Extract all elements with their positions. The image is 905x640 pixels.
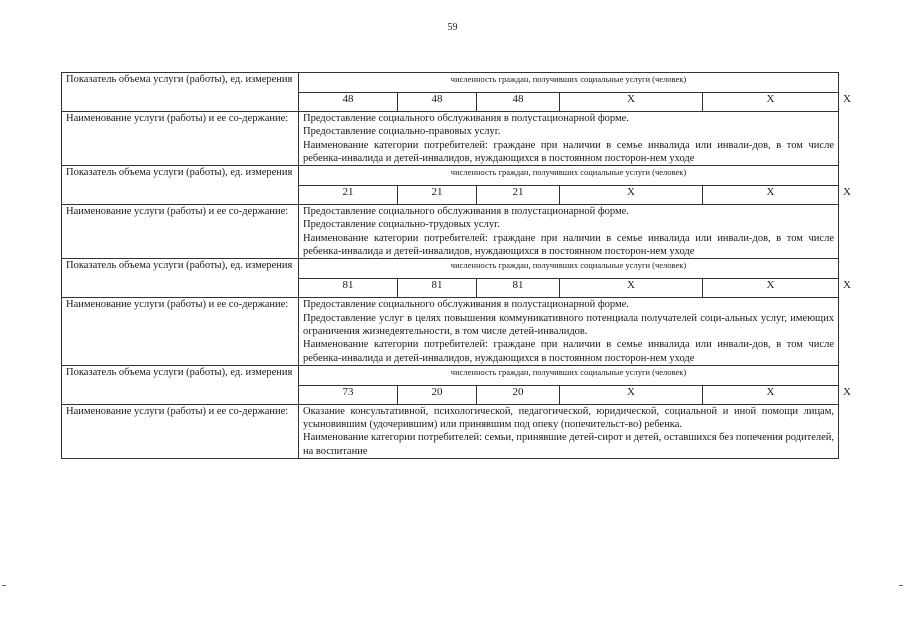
description-line: Предоставление социально-трудовых услуг.: [303, 219, 500, 231]
values-row: 81 81 81 X X X: [62, 279, 839, 298]
service-description: [299, 112, 839, 166]
value-cell: X: [560, 385, 703, 404]
description-line: Предоставление социально-правовых услуг.: [303, 126, 501, 138]
value-cell: 21: [398, 186, 477, 205]
indicator-label: Показатель объема услуги (работы), ед. измерения: [62, 166, 299, 205]
value-cell: 81: [477, 279, 560, 298]
description-line: Наименование категории потребителей: граждане при наличии в семье инвалида или инвали-дов, в том числе ребенка-инвалида и детей-инвалидов, нуждающихся в постоянном посторон-нем уходе: [303, 139, 834, 164]
value-cell: 48: [398, 93, 477, 112]
indicator-label: Показатель объема услуги (работы), ед. измерения: [62, 365, 299, 404]
value-cell: X: [703, 279, 839, 298]
service-description: [299, 298, 839, 365]
service-name-label: Наименование услуги (работы) и ее со-держание:: [62, 298, 299, 365]
indicator-header: численность граждан, получивших социальные услуги (человек): [299, 166, 839, 186]
service-row: [62, 404, 839, 458]
value-cell: 21: [299, 186, 398, 205]
value-cell: X: [560, 279, 703, 298]
service-row: [62, 205, 839, 259]
values-row: 48 48 48 X X X: [62, 93, 839, 112]
scan-margin-mark: [2, 585, 6, 586]
value-cell: 21: [477, 186, 560, 205]
value-cell: 20: [477, 385, 560, 404]
service-description: [299, 205, 839, 259]
value-cell: X: [560, 186, 703, 205]
service-name-label: Наименование услуги (работы) и ее со-держание:: [62, 205, 299, 259]
indicator-header: численность граждан, получивших социальные услуги (человек): [299, 365, 839, 385]
service-row: [62, 112, 839, 166]
value-cell: X: [560, 93, 703, 112]
indicator-row: [62, 73, 839, 93]
description-line: Предоставление услуг в целях повышения коммуникативного потенциала получателей соци-альных услуг, имеющих ограничения жизнедеятельности, в том числе детей-инвалидов.: [303, 312, 834, 337]
value-cell: X: [703, 186, 839, 205]
indicator-label: Показатель объема услуги (работы), ед. измерения: [62, 259, 299, 298]
value-cell: X: [703, 385, 839, 404]
description-line: Наименование категории потребителей: граждане при наличии в семье инвалида или инвали-дов, в том числе ребенка-инвалида и детей-инвалидов, нуждающихся в постоянном посторон-нем уходе: [303, 339, 834, 364]
description-line: Предоставление социального обслуживания в полустационарной форме.: [303, 299, 629, 311]
value-cell: 48: [299, 93, 398, 112]
indicator-row: [62, 166, 839, 186]
services-table: [61, 72, 851, 459]
values-row: 73 20 20 X X X: [62, 385, 839, 404]
indicator-header: численность граждан, получивших социальные услуги (человек): [299, 73, 839, 93]
indicator-label: Показатель объема услуги (работы), ед. измерения: [62, 73, 299, 112]
values-row: 21 21 21 X X X: [62, 186, 839, 205]
description-line: Наименование категории потребителей: граждане при наличии в семье инвалида или инвали-дов, в том числе ребенка-инвалида и детей-инвалидов, нуждающихся в постоянном посторон-нем уходе: [303, 232, 834, 258]
description-line: Оказание консультативной, психологической, педагогической, юридической, социальной и иной помощи лицам, усыновившим (удочерившим) или принявшим под опеку (попечительст-во) ребенка.: [303, 405, 834, 431]
indicator-header: численность граждан, получивших социальные услуги (человек): [299, 259, 839, 279]
description-line: Наименование категории потребителей: семьи, принявшие детей-сирот и детей, оставшихся без попечения родителей, на воспитание: [303, 432, 834, 457]
service-name-label: Наименование услуги (работы) и ее со-держание:: [62, 404, 299, 458]
service-row: [62, 298, 839, 365]
service-description: [299, 404, 839, 458]
scan-margin-mark: [899, 585, 903, 586]
indicator-row: [62, 365, 839, 385]
description-line: Предоставление социального обслуживания в полустационарной форме.: [303, 113, 629, 124]
description-line: Предоставление социального обслуживания в полустационарной форме.: [303, 206, 629, 218]
value-cell: 81: [299, 279, 398, 298]
value-cell: 81: [398, 279, 477, 298]
value-cell: 73: [299, 385, 398, 404]
value-cell: 48: [477, 93, 560, 112]
page-number: 59: [447, 22, 458, 33]
service-name-label: Наименование услуги (работы) и ее со-держание:: [62, 112, 299, 166]
indicator-row: [62, 259, 839, 279]
value-cell: 20: [398, 385, 477, 404]
value-cell: X: [703, 93, 839, 112]
